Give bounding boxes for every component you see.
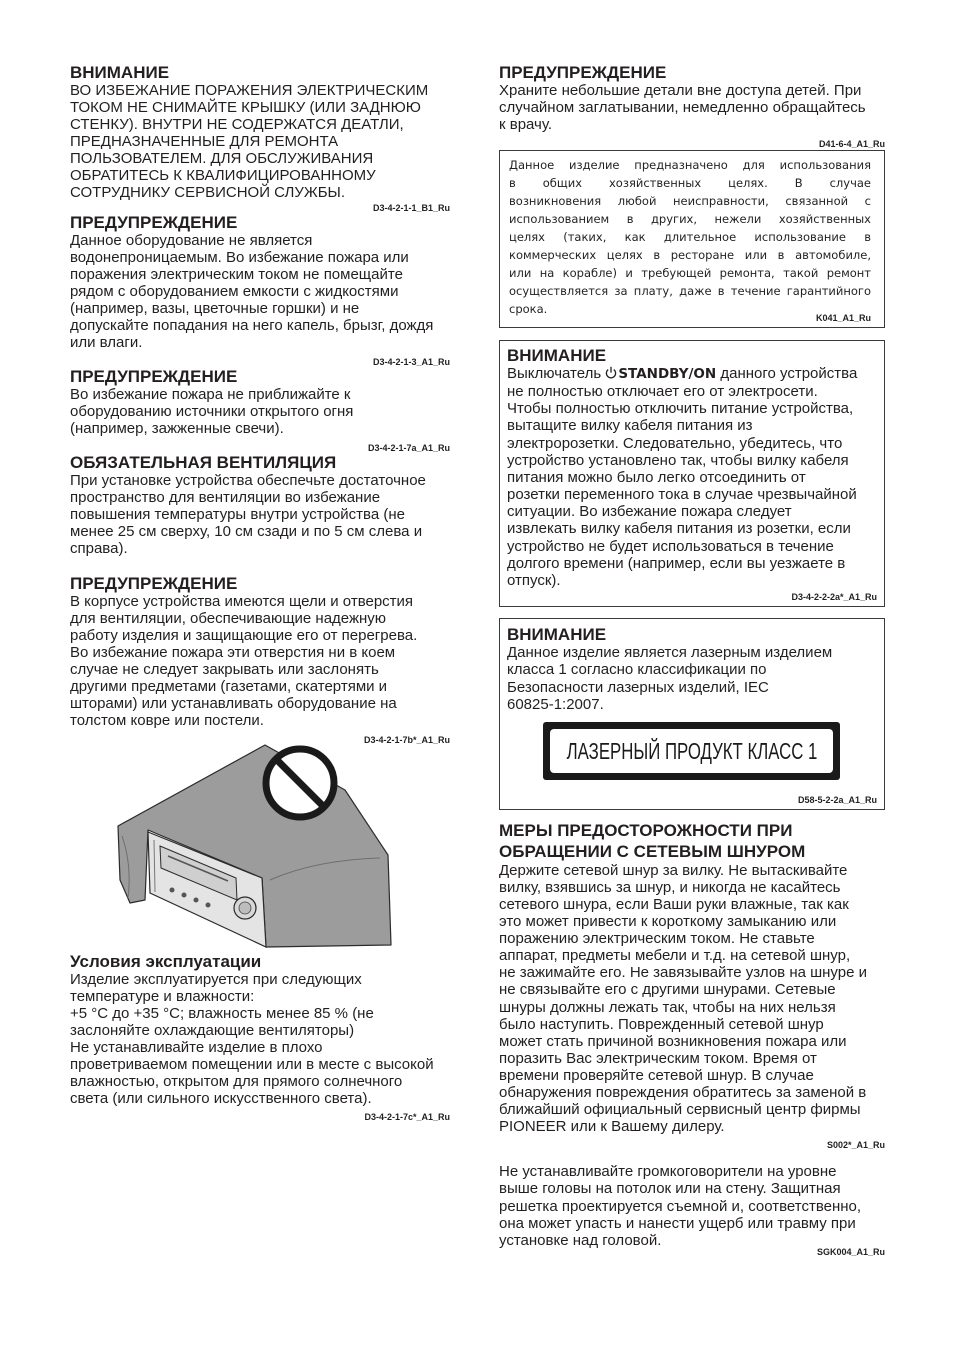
text-line: ситуации. Во избежание пожара следует [507, 503, 792, 521]
section-heading-line: МЕРЫ ПРЕДОСТОРОЖНОСТИ ПРИ [499, 821, 793, 840]
text-line: При установке устройства обеспечьте достаточное [70, 472, 426, 489]
text-line: аппарат, предметы мебели и т.д. на сетевой шнур, [499, 947, 851, 965]
text-line: Держите сетевой шнур за вилку. Не вытаскивайте [499, 862, 848, 879]
text-line: ПОЛЬЗОВАТЕЛЕМ. ДЛЯ ОБСЛУЖИВАНИЯ [70, 150, 374, 167]
text-line: питания можно было легко отсоединить от [507, 468, 806, 486]
text-line: температуре и влажности: [70, 988, 255, 1005]
section-body [70, 472, 426, 557]
section-body [507, 644, 832, 713]
switch-suffix: данного устройства [720, 365, 858, 382]
text-line: использованием в других, нежели хозяйственных [509, 212, 871, 226]
text-line: было наступить. Поврежденный сетевой шнур [499, 1015, 824, 1033]
warning-water-section [70, 214, 433, 351]
warning-fire-section [70, 368, 353, 437]
text-line: менее 25 см сверху, 10 см сзади и по 5 см слева и [70, 523, 423, 540]
household-use-box [499, 150, 885, 328]
text-line: работу изделия и защищающие его от перегрева. [70, 627, 418, 644]
text-line: СТЕНКУ). ВНУТРИ НЕ СОДЕРЖАТСЯ ДЕАТЛИ, [70, 116, 404, 133]
section-body [499, 1163, 861, 1249]
text-line: Храните небольшие детали вне доступа детей. При [499, 82, 862, 99]
text-line: коммерческих целях в ресторане или в автомобиле, [509, 248, 871, 262]
text-line: ВО ИЗБЕЖАНИЕ ПОРАЖЕНИЯ ЭЛЕКТРИЧЕСКИМ [70, 82, 429, 99]
text-line: вилку, взявшись за шнур, и никогда не касайтесь [499, 879, 841, 897]
document-code: S002*_A1_Ru [826, 1140, 885, 1150]
document-code: D58-5-2-2a_A1_Ru [797, 795, 877, 805]
section-heading-line: ОБРАЩЕНИИ С СЕТЕВЫМ ШНУРОМ [499, 842, 806, 861]
text-line: рядом с оборудованием емкости с жидкостями [70, 283, 399, 300]
ventilation-section [70, 454, 426, 557]
text-line: допускайте попадания на него капель, брызг, дождя [70, 317, 434, 334]
text-line: розетки переменного тока в случае чрезвычайной [507, 486, 857, 504]
device-button [206, 903, 211, 908]
text-line: водонепроницаемым. Во избежание пожара или [70, 249, 409, 266]
text-line: заслоняйте охлаждающие вентиляторы) [70, 1022, 355, 1039]
volume-knob-center [239, 902, 251, 914]
text-line: +5 °C до +35 °C; влажность менее 85 % (не [70, 1005, 374, 1022]
text-line: Изделие эксплуатируется при следующих [70, 971, 362, 988]
standby-warning-box [499, 340, 885, 607]
power-icon [605, 366, 617, 379]
text-line: извлекать вилку кабеля питания из розетки, если [507, 520, 851, 538]
text-line: не связывайте его с другими шнурами. Сетевые [499, 981, 836, 999]
text-line: устройство не будет использоваться в течение [507, 537, 834, 555]
text-line: срока. [509, 302, 548, 316]
document-code: D3-4-2-2-2a*_A1_Ru [791, 592, 877, 602]
warning-openings-section [70, 575, 417, 729]
text-line: это может привести к короткому замыканию или [499, 913, 837, 931]
switch-prefix: Выключатель [507, 365, 602, 382]
text-line: справа). [70, 540, 128, 557]
section-heading: ВНИМАНИЕ [507, 625, 607, 644]
document-code: K041_A1_Ru [815, 313, 871, 323]
section-heading: ОБЯЗАТЕЛЬНАЯ ВЕНТИЛЯЦИЯ [70, 453, 337, 472]
text-line: случае не следует закрывать или заслонять [70, 661, 379, 678]
section-body [70, 232, 433, 351]
text-line: Не устанавливайте изделие в плохо [70, 1039, 323, 1056]
text-line: решетка проектируется съемной и, соответственно, [499, 1197, 862, 1215]
text-line: Безопасности лазерных изделий, IEC [507, 678, 769, 696]
section-body [70, 593, 417, 729]
document-code: D3-4-2-1-3_A1_Ru [372, 357, 450, 367]
operating-conditions-section [70, 953, 434, 1107]
text-line: ОБРАТИТЕСЬ К КВАЛИФИЦИРОВАННОМУ [70, 167, 376, 184]
speakers-section [499, 1163, 861, 1249]
text-line: толстом ковре или постели. [70, 712, 264, 729]
section-heading: ПРЕДУПРЕЖДЕНИЕ [499, 63, 667, 82]
text-line: выше головы на потолок или на стену. Защитная [499, 1180, 841, 1198]
warning-small-parts-section [499, 64, 866, 133]
laser-warning-box [499, 618, 885, 810]
standby-first-line [507, 365, 857, 383]
document-code: D3-4-2-1-7a_A1_Ru [367, 443, 450, 453]
section-body [499, 862, 867, 1135]
text-line: для вентиляции, обеспечивающие надежную [70, 610, 387, 627]
section-body [70, 82, 428, 201]
document-code: D3-4-2-1-7b*_A1_Ru [363, 735, 450, 745]
section-heading: ПРЕДУПРЕЖДЕНИЕ [70, 574, 238, 593]
covered-device-illustration [110, 740, 400, 950]
document-code: D3-4-2-1-1_B1_Ru [372, 203, 450, 213]
text-line: шторами) или устанавливать оборудование на [70, 695, 397, 712]
text-line: пространство для вентиляции во избежание [70, 489, 381, 506]
text-line: сетевого шнура, если Ваши руки влажные, так как [499, 896, 849, 914]
standby-on-switch-name: STANDBY/ON [618, 366, 717, 382]
text-line: к врачу. [499, 116, 553, 133]
text-line: осуществляется за плату, даже в течение гарантийного [509, 284, 871, 298]
section-heading: ВНИМАНИЕ [70, 63, 170, 82]
text-line: поразить Вас электрическим током. Время от [499, 1049, 817, 1067]
warning-cover-section [70, 64, 428, 201]
section-body [499, 82, 866, 133]
section-heading: ВНИМАНИЕ [507, 346, 607, 365]
text-line: поражению электрическим током. Не ставьте [499, 930, 815, 948]
laser-class-label [543, 722, 840, 780]
text-line: или на корабле) и требующей ремонта, такой ремонт [509, 266, 871, 280]
text-line: света (или сильного искусственного света). [70, 1090, 372, 1107]
text-line: Данное изделие предназначено для использования [509, 158, 871, 172]
text-line: СОТРУДНИКУ СЕРВИСНОЙ СЛУЖБЫ. [70, 184, 345, 201]
text-line: другими предметами (газетами, скатертями и [70, 678, 388, 695]
text-line: Во избежание пожара эти отверстия ни в коем [70, 644, 396, 661]
text-line: она может упасть и нанести ущерб или травму при [499, 1214, 856, 1232]
text-line: целях (таких, как длительное использование в [509, 230, 871, 244]
text-line: (например, зажженные свечи). [70, 420, 284, 437]
text-line: отпуск). [507, 571, 561, 589]
text-line: оборудованию источники открытого огня [70, 403, 354, 420]
text-line: поражения электрическим током не помещайте [70, 266, 403, 283]
device-button [170, 888, 175, 893]
text-line: Данное изделие является лазерным изделием [507, 644, 833, 661]
text-line: устройство установлено так, чтобы вилку кабеля [507, 451, 849, 469]
text-line: в общих хозяйственных целях. В случае [509, 176, 871, 190]
text-line: вытащите вилку кабеля питания из [507, 417, 753, 435]
text-line: (например, вазы, цветочные горшки) и не [70, 300, 360, 317]
text-line: возникновения любой неисправности, связанной с [509, 194, 871, 208]
text-line: может стать причиной возникновения пожара или [499, 1032, 847, 1050]
text-line: шнуры должны лежать так, чтобы на них нельзя [499, 998, 836, 1016]
power-cord-section [499, 820, 867, 1135]
text-line: Во избежание пожара не приближайте к [70, 386, 351, 403]
document-code: D3-4-2-1-7c*_A1_Ru [364, 1112, 450, 1122]
text-line: долгого времени (например, если вы уезжаете в [507, 554, 846, 572]
text-line: класса 1 согласно классификации по [507, 661, 767, 679]
document-code: D41-6-4_A1_Ru [818, 139, 885, 149]
text-line: PIONEER или к Вашему дилеру. [499, 1117, 725, 1135]
section-body [507, 365, 857, 589]
household-use-text [509, 156, 871, 318]
document-code: SGK004_A1_Ru [816, 1247, 885, 1257]
text-line: В корпусе устройства имеются щели и отверстия [70, 593, 414, 610]
text-line: времени проверяйте сетевой шнур. В случае [499, 1066, 814, 1084]
section-heading: ПРЕДУПРЕЖДЕНИЕ [70, 367, 238, 386]
text-line: повышения температуры внутри устройства (не [70, 506, 405, 523]
text-line: проветриваемом помещении или в месте с высокой [70, 1056, 434, 1073]
device-button [194, 898, 199, 903]
section-body [70, 971, 434, 1107]
text-line: не полностью отключает его от электросети. [507, 383, 818, 401]
text-line: 60825-1:2007. [507, 695, 604, 713]
text-line: не зажимайте его. Не завязывайте узлов на шнуре и [499, 964, 867, 982]
standby-body-lines [507, 383, 857, 589]
text-line: обнаружения повреждения обратитесь за заменой в [499, 1083, 867, 1101]
text-line: Чтобы полностью отключить питание устройства, [507, 400, 854, 418]
text-line: Не устанавливайте громкоговорители на уровне [499, 1163, 837, 1180]
text-line: случайном заглатывании, немедленно обращайтесь [499, 99, 866, 116]
text-line: электророзетки. Следовательно, убедитесь, что [507, 434, 843, 452]
text-line: Данное оборудование не является [70, 232, 313, 249]
text-line: ПРЕДНАЗНАЧЕННЫЕ ДЛЯ РЕМОНТА [70, 133, 339, 150]
text-line: установке над головой. [499, 1232, 662, 1249]
section-body [70, 386, 353, 437]
text-line: ТОКОМ НЕ СНИМАЙТЕ КРЫШКУ (ИЛИ ЗАДНЮЮ [70, 99, 421, 116]
text-line: влажностью, открытом для прямого солнечного [70, 1073, 403, 1090]
section-heading: ПРЕДУПРЕЖДЕНИЕ [70, 213, 238, 232]
text-line: или влаги. [70, 334, 143, 351]
laser-label-inner [550, 729, 833, 773]
text-line: ближайший официальный сервисный центр фирмы [499, 1100, 861, 1118]
section-heading: Условия эксплуатации [70, 952, 262, 971]
device-button [182, 893, 187, 898]
laser-label-text: ЛАЗЕРНЫЙ ПРОДУКТ КЛАСС 1 [566, 738, 817, 764]
